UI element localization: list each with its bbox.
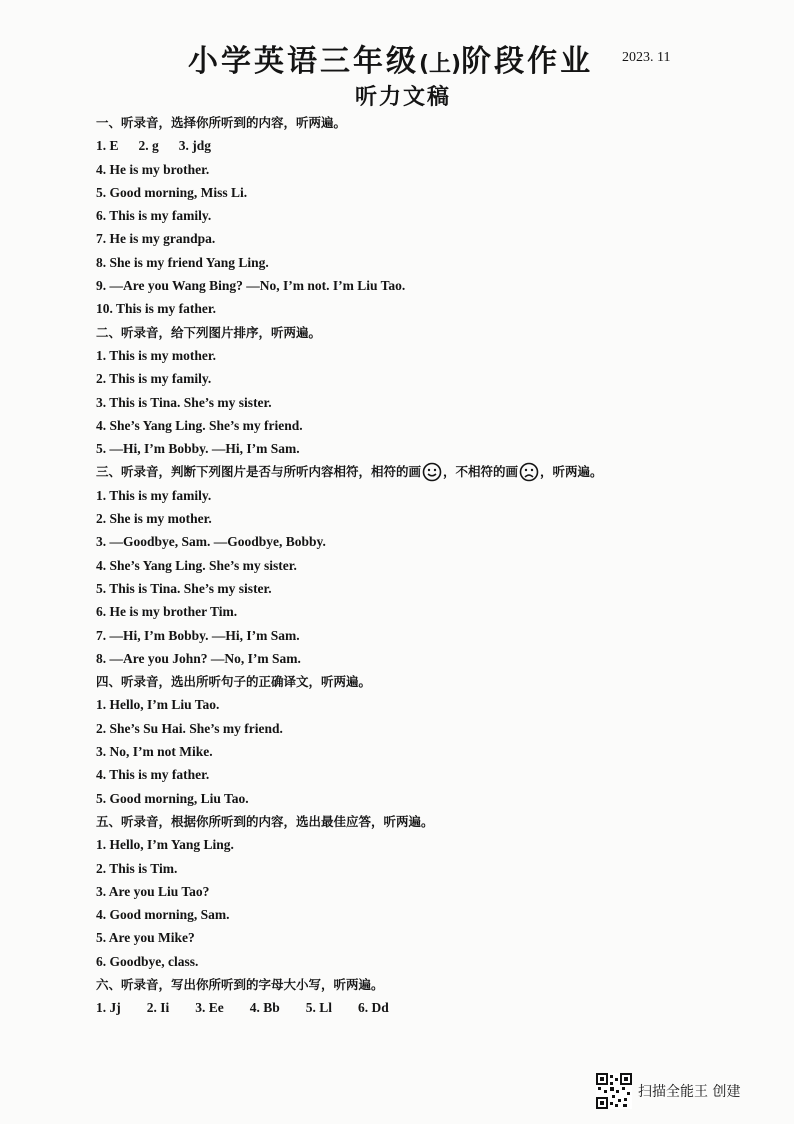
section-3-line: 8. —Are you John? —No, I’m Sam. [96, 650, 301, 666]
letter-item: 3. Ee [195, 1000, 224, 1016]
title-paren: (上) [419, 52, 462, 77]
section-4-heading: 四、听录音，选出所听句子的正确译文，听两遍。 [96, 674, 372, 690]
section-5-line: 3. Are you Liu Tao? [96, 883, 210, 899]
letter-item: 1. Jj [96, 1000, 121, 1016]
section-3-heading-a: 三、听录音，判断下列图片是否与所听内容相符，相符的画 [96, 464, 422, 480]
section-4-line: 4. This is my father. [96, 767, 210, 783]
document-title [188, 36, 593, 80]
item-3: 3. jdg [178, 138, 212, 154]
section-3-heading-b: ，不相符的画 [443, 464, 519, 480]
section-4-line: 1. Hello, I’m Liu Tao. [96, 697, 220, 713]
letter-item: 6. Dd [358, 1000, 389, 1016]
section-1-line: 9. —Are you Wang Bing? —No, I’m not. I’m Liu Tao. [96, 278, 406, 294]
section-1-line: 5. Good morning, Miss Li. [96, 184, 248, 200]
item-2: 2. g [138, 138, 159, 154]
section-2-line: 2. This is my family. [96, 371, 212, 387]
section-3-heading-c: ，听两遍。 [540, 464, 603, 480]
smiley-face-icon [422, 462, 442, 482]
section-3-line: 1. This is my family. [96, 487, 212, 503]
scanner-watermark [596, 1073, 740, 1109]
title-part-a: 小学英语三年级 [188, 44, 419, 79]
section-5-line: 6. Goodbye, class. [96, 953, 199, 969]
section-1-line: 6. This is my family. [96, 208, 212, 224]
section-2-line: 4. She’s Yang Ling. She’s my friend. [96, 417, 303, 433]
section-2-line: 5. —Hi, I’m Bobby. —Hi, I’m Sam. [96, 441, 300, 457]
document-subtitle: 听力文稿 [355, 85, 452, 110]
section-2-line: 1. This is my mother. [96, 347, 217, 363]
section-3-line: 7. —Hi, I’m Bobby. —Hi, I’m Sam. [96, 627, 300, 643]
transcript-content [96, 111, 774, 1020]
section-4-line: 3. No, I’m not Mike. [96, 744, 213, 760]
section-5-heading: 五、听录音，根据你所听到的内容，选出最佳应答，听两遍。 [96, 813, 434, 829]
letter-item: 4. Bb [249, 1000, 280, 1016]
letter-item: 2. Ii [146, 1000, 170, 1016]
document-date: 2023. 11 [622, 50, 671, 65]
section-1-item-1-3 [96, 134, 774, 157]
section-3-line: 5. This is Tina. She’s my sister. [96, 580, 272, 596]
section-3-line: 2. She is my mother. [96, 511, 212, 527]
section-6-heading: 六、听录音，写出你所听到的字母大小写，听两遍。 [96, 976, 384, 992]
section-6-letters [96, 996, 774, 1019]
letter-item: 5. Ll [305, 1000, 333, 1016]
section-5-line: 4. Good morning, Sam. [96, 907, 230, 923]
sad-face-icon [519, 462, 539, 482]
section-3-line: 3. —Goodbye, Sam. —Goodbye, Bobby. [96, 534, 326, 550]
section-1-line: 10. This is my father. [96, 301, 217, 317]
section-3-line: 4. She’s Yang Ling. She’s my sister. [96, 557, 297, 573]
section-5-line: 5. Are you Mike? [96, 930, 195, 946]
section-1-line: 8. She is my friend Yang Ling. [96, 254, 269, 270]
item-1: 1. E [96, 138, 119, 154]
section-3-heading [96, 460, 774, 483]
section-4-line: 5. Good morning, Liu Tao. [96, 790, 249, 806]
section-1-heading: 一、听录音，选择你所听到的内容，听两遍。 [96, 115, 347, 130]
qr-code-icon [596, 1073, 632, 1109]
section-2-line: 3. This is Tina. She’s my sister. [96, 394, 272, 410]
section-1-line: 4. He is my brother. [96, 161, 210, 177]
scanner-watermark-text: 扫描全能王 创建 [638, 1084, 741, 1100]
section-5-line: 2. This is Tim. [96, 860, 178, 876]
section-2-heading: 二、听录音，给下列图片排序，听两遍。 [96, 324, 322, 340]
section-3-line: 6. He is my brother Tim. [96, 604, 238, 620]
section-1-line: 7. He is my grandpa. [96, 231, 216, 247]
section-5-line: 1. Hello, I’m Yang Ling. [96, 837, 234, 853]
title-part-b: 阶段作业 [461, 44, 594, 79]
section-4-line: 2. She’s Su Hai. She’s my friend. [96, 720, 283, 736]
